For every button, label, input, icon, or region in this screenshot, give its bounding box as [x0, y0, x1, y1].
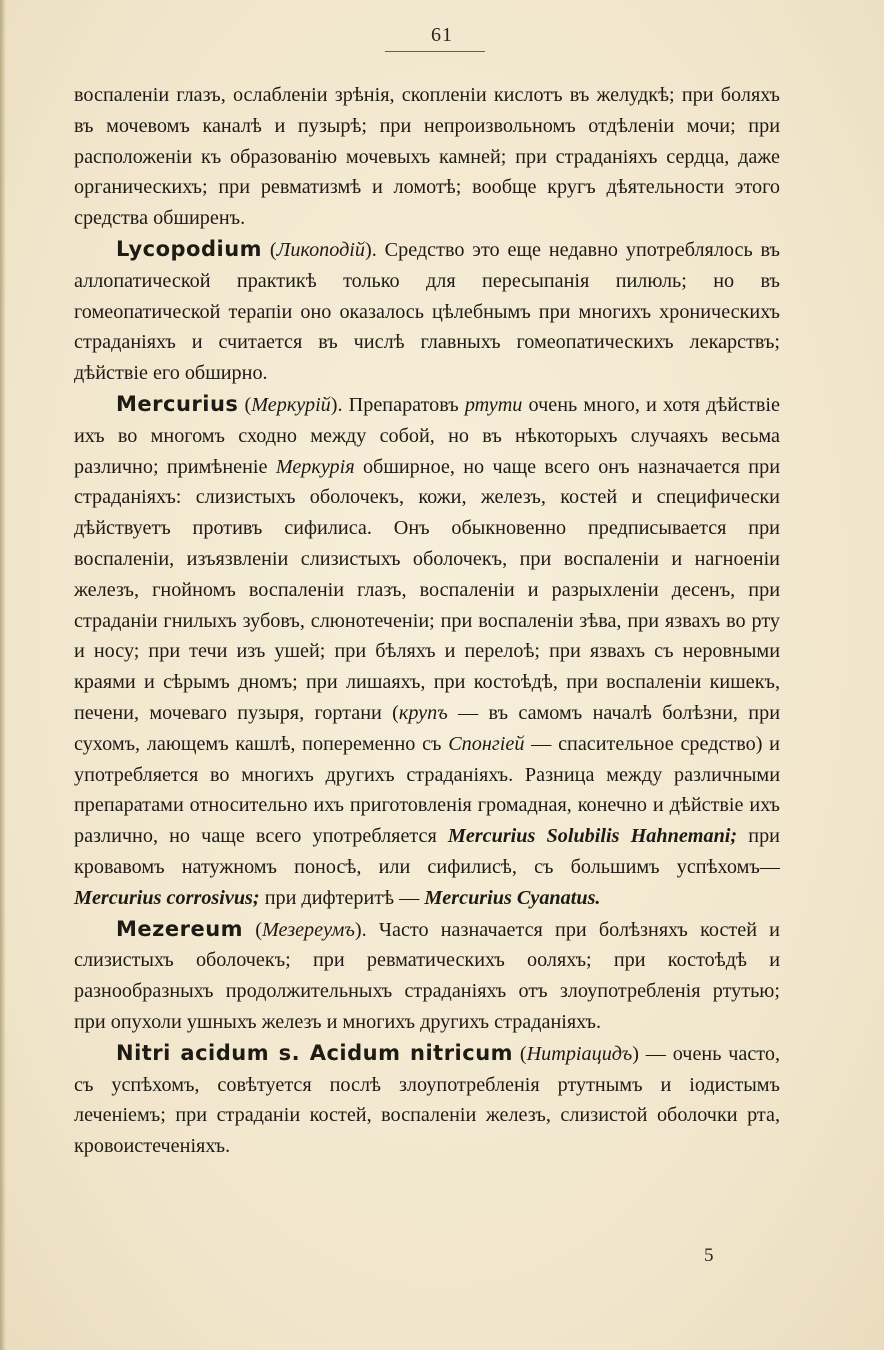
text-run: ) — очень часто, съ успѣхомъ, совѣтуется послѣ злоупотребленія ртутнымъ и іодистымъ леченіемъ; при страданіи костей, воспаленіи железъ, слизистой оболочки рта, кровоистеченіяхъ.: [74, 1042, 780, 1158]
entry-heading: Nitri acidum s. Acidum nitricum: [116, 1040, 514, 1065]
entry-heading: Mezereum: [116, 916, 244, 941]
text-run: (: [513, 1042, 527, 1065]
body-text: [74, 80, 780, 1162]
paragraph-continuation: [74, 80, 780, 234]
text-run: ). Препаратовъ: [330, 393, 465, 416]
entry-alias: Меркурій: [251, 393, 331, 416]
entry-heading: Lycopodium: [116, 236, 263, 261]
paragraph-text: воспаленіи глазъ, ослабленіи зрѣнія, скопленіи кислотъ въ желудкѣ; при боляхъ въ мочевомъ каналѣ и пузырѣ; при непроизвольномъ отдѣленіи мочи; при расположеніи къ образованію мочевыхъ камней; при страданіяхъ сердца, даже органическихъ; при ревматизмѣ и ломотѣ; вообще кругъ дѣятельности этого средства обширенъ.: [74, 84, 780, 230]
text-run: обширное, но чаще всего онъ назначается при страданіяхъ: слизистыхъ оболочекъ, кожи, железъ, костей и специфически дѣйствуетъ противъ сифилиса. Онъ обыкновенно предписывается при воспаленіи, изъязвленіи слизистыхъ оболочекъ, при воспаленіи и нагноеніи железъ, гнойномъ воспаленіи глазъ, воспаленіи и разрыхленіи деcенъ, при страданіи гнилыхъ зубовъ, слюнотеченіи; при воспаленіи зѣва, при язвахъ во рту и носу; при течи изъ ушей; при бѣляхъ и перелоѣ; при язвахъ съ неровными краями и сѣрымъ дномъ; при лишаяхъ, при костоѣдѣ, при воспаленіи кишекъ, печени, мочеваго пузыря, гортани (: [74, 455, 780, 724]
entry-mercurius: [74, 389, 780, 914]
header-rule: [385, 51, 485, 52]
entry-alias: Мезереумъ: [261, 918, 355, 941]
entry-alias: Нитріацидъ: [526, 1042, 633, 1065]
latin-term: Mercurius Cyanatus.: [424, 886, 601, 909]
text-run: ). Часто назначается при болѣзняхъ костей и слизистыхъ оболочекъ; при ревматическихъ ооляхъ; при костоѣдѣ и разнообразныхъ продолжительныхъ страданіяхъ отъ злоупотребленія ртутью; при опухоли ушныхъ железъ и многихъ другихъ страданіяхъ.: [74, 918, 780, 1033]
italic-term: крупъ: [398, 701, 448, 724]
text-run: ). Средство это еще недавно употреблялось въ аллопатической практикѣ только для пересыпанія пилюль; но въ гомеопатической терапіи оно оказалось цѣлебнымъ при многихъ хроническихъ страданіяхъ и считается въ числѣ главныхъ гомеопатическихъ лекарствъ; дѣйствіе его обширно.: [74, 238, 780, 385]
entry-alias: Ликоподій: [276, 238, 366, 261]
text-run: при дифтеритѣ —: [259, 886, 425, 909]
latin-term: Mercurius corrosivus;: [74, 886, 260, 909]
entry-heading: Mercurius: [116, 391, 239, 416]
italic-term: ртути: [464, 393, 523, 416]
text-run: — спасительное средство) и употребляется во многихъ другихъ страданіяхъ. Разница между различными препаратами относительно ихъ приготовленія громадная, конечно и дѣйствіе ихъ различно, но чаще всего употребляется: [74, 732, 780, 848]
text-run: очень много, и хотя дѣйствіе ихъ во многомъ сходно между собой, но въ нѣкоторыхъ случаяхъ весьма различно; примѣненіе: [74, 393, 780, 478]
italic-term: Меркурія: [275, 455, 355, 478]
latin-term: Mercurius Solubilis Hahnemani;: [447, 825, 738, 848]
entry-mezereum: [74, 914, 780, 1038]
entry-nitri-acidum: [74, 1038, 780, 1162]
text-run: (: [262, 238, 277, 261]
text-run: — въ самомъ началѣ болѣзни, при сухомъ, лающемъ кашлѣ, попеременно съ: [74, 701, 780, 755]
page-number: 61: [431, 24, 453, 46]
italic-term: Спонгіей: [448, 732, 525, 755]
text-run: (: [238, 393, 252, 416]
page-edge-shadow: [0, 0, 6, 1350]
entry-lycopodium: [74, 234, 780, 389]
signature-mark: 5: [704, 1245, 714, 1266]
text-run: (: [243, 918, 262, 941]
text-run: при кровавомъ натужномъ поносѣ, или сифилисѣ, съ большимъ успѣхомъ—: [74, 825, 780, 878]
